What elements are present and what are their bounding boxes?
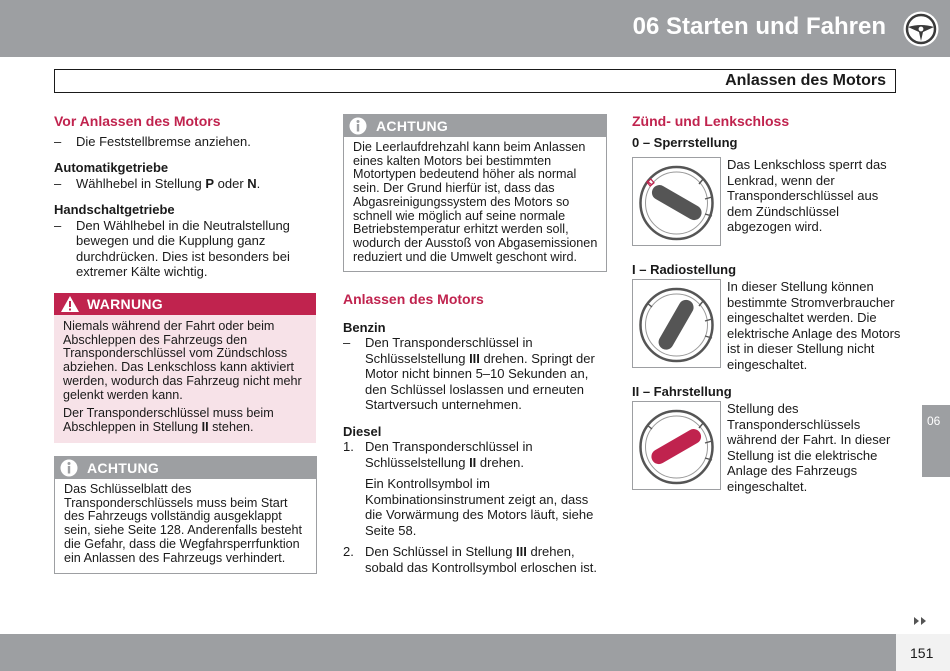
position-0-text: Das Lenkschloss sperrt das Lenkrad, wenn der Transponderschlüssel aus dem Zündschlüssel abgezogen wird. <box>727 157 887 234</box>
steering-wheel-icon <box>902 10 940 48</box>
warning-triangle-icon <box>60 295 80 313</box>
note-header <box>344 115 606 137</box>
heading-petrol: Benzin <box>343 319 386 335</box>
column-right <box>632 114 902 150</box>
list-item: – Wählhebel in Stellung P oder N. <box>54 176 316 192</box>
note-box-idle <box>343 114 607 272</box>
warning-paragraph: Niemals während der Fahrt oder beim Abschleppen des Fahrzeugs den Transponderschlüssel vom Zündschloss abziehen. Das Lenkschloss kann aktiviert werden, wodurch das Fahrzeug nicht mehr gelenkt werden kann. <box>63 319 302 402</box>
warning-box <box>54 293 316 443</box>
heading-start-engine: Anlassen des Motors <box>343 291 484 307</box>
list-item: 2. Den Schlüssel in Stellung III drehen, sobald das Kontrollsymbol erloschen ist. <box>343 544 597 575</box>
note-body: Die Leerlaufdrehzahl kann beim Anlassen eines kalten Motors bei bestimmten Motortypen bedeutend höher als normal sein. Der Grund hierfür ist, dass das Abgasreinigungssystem des Motors so schnell wie möglich auf seine normale Betriebstemperatur erhitzt werden soll, wodurch der Ausstoß von Abgasemissionen reduziert und die Umwelt geschont wird. <box>353 140 598 264</box>
chapter-title: 06 Starten und Fahren <box>632 13 886 40</box>
info-icon <box>59 458 79 478</box>
section-title: Anlassen des Motors <box>725 72 886 89</box>
position-2-text: Stellung des Transponderschlüssels während der Fahrt. In dieser Stellung ist die elektrische Anlage des Fahrzeugs eingeschaltet. <box>727 401 891 494</box>
warning-paragraph: Der Transponderschlüssel muss beim Abschleppen in Stellung II stehen. <box>63 406 274 434</box>
heading-diesel: Diesel <box>343 423 382 439</box>
warning-body <box>63 320 308 435</box>
heading-automatic: Automatikgetriebe <box>54 160 169 175</box>
column-middle <box>343 292 609 575</box>
list-item: 1. Den Transponderschlüssel in Schlüsselstellung II drehen. Ein Kontrollsymbol im Kombinationsinstrument zeigt an, dass die Vorwärmung des Motors läuft, siehe Seite 58. <box>343 439 609 538</box>
info-icon <box>348 116 368 136</box>
position-1-title: I – Radiostellung <box>632 262 737 277</box>
warning-label: WARNUNG <box>87 296 163 312</box>
note-body: Das Schlüsselblatt des Transponderschlüssels muss beim Start des Fahrzeugs vollständig ausgeklappt sein, siehe Seite 128. Anderenfalls besteht die Gefahr, dass die Wegfahrsperrfunktion ein Anlassen des Fahrzeugs verhindert. <box>64 482 303 565</box>
note-label: ACHTUNG <box>376 118 449 134</box>
heading-before-start: Vor Anlassen des Motors <box>54 113 221 129</box>
ignition-dial-position-2 <box>632 401 721 490</box>
list-item: – Den Wählhebel in die Neutralstellung bewegen und die Kupplung ganz durchdrücken. Dies ist besonders bei extremer Kälte wichtig. <box>54 218 316 280</box>
heading-ignition-lock: Zünd- und Lenkschloss <box>632 113 790 129</box>
section-title-box <box>54 69 896 93</box>
ignition-dial-position-0 <box>632 157 721 246</box>
position-1-text: In dieser Stellung können bestimmte Stromverbraucher eingeschaltet werden. Die elektrische Anlage des Motors ist in dieser Stellung nicht eingeschaltet. <box>727 279 901 372</box>
position-2-title: II – Fahrstellung <box>632 384 732 399</box>
position-0-title: 0 – Sperrstellung <box>632 134 738 150</box>
list-item: – Die Feststellbremse anziehen. <box>54 134 316 150</box>
page-number: 151 <box>896 634 950 671</box>
next-page-arrows-icon[interactable] <box>913 616 929 626</box>
column-left <box>54 114 316 280</box>
list-item-subtext: Ein Kontrollsymbol im Kombinationsinstrument zeigt an, dass die Vorwärmung des Motors läuft, siehe Seite 58. <box>365 476 594 538</box>
note-header <box>55 457 316 479</box>
note-label: ACHTUNG <box>87 460 160 476</box>
warning-header <box>54 293 316 315</box>
chapter-side-tab[interactable]: 06 <box>922 405 950 477</box>
footer-bar <box>0 634 950 671</box>
list-item: – Den Transponderschlüssel in Schlüsselstellung III drehen. Springt der Motor nicht binnen 5–10 Sekunden an, den Schlüssel loslassen und erneuten Startversuch unternehmen. <box>343 335 609 413</box>
chapter-header-bar <box>0 0 950 57</box>
ignition-dial-position-1 <box>632 279 721 368</box>
note-box-key-blade <box>54 456 317 574</box>
heading-manual: Handschaltgetriebe <box>54 202 175 217</box>
